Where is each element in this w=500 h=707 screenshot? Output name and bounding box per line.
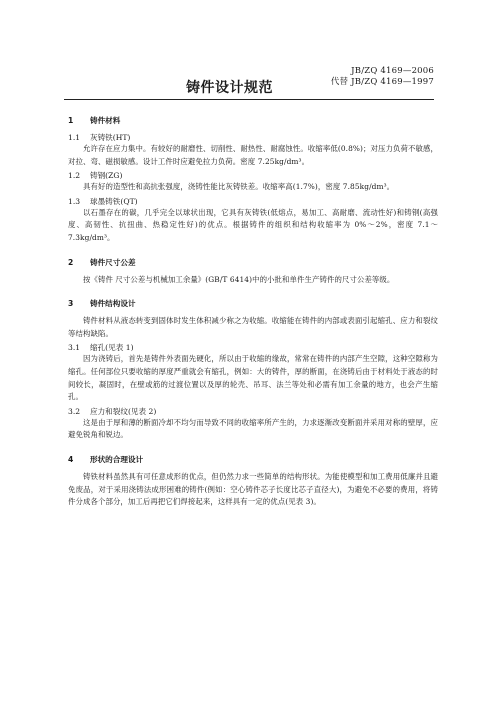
paragraph: 铸铁材料虽然具有可任意成形的优点，但仍然力求一些简单的结构形状。为能使模型和加工费用低廉并且避免废品，对于采用浇铸法成形困难的铸件(例如：空心铸件芯子长度比芯子直径大)，为避免不必要的费用，将铸件分成各个部分，加工后再把它们焊接起来，这样具有一定的优点(见表 3)。 xyxy=(68,471,438,507)
subsection-title: 灰铸铁(HT) xyxy=(90,133,131,142)
standard-number-block xyxy=(331,66,434,88)
subsection-heading xyxy=(68,406,438,417)
paragraph: 因为浇铸后，首先是铸件外表面先硬化，所以由于收缩的缘故，常常在铸件的内部产生空隙，这种空隙称为缩孔。任何部位只要收缩的厚度严重就会有缩孔，例如：大的铸件，厚的断面，在浇铸后由于材料处于液态的时间较长，凝固时，在壁或筋的过渡位置以及厚的轮壳、吊耳、法兰等处和必需有加工余量的地方，也会产生缩孔。 xyxy=(68,354,438,402)
paragraph: 按《铸件 尺寸公差与机械加工余量》(GB/T 6414)中的小批和单件生产铸件的尺寸公差等级。 xyxy=(83,274,395,284)
section-number: 3 xyxy=(68,299,74,309)
subsection-heading xyxy=(68,170,438,181)
paragraph: 铸件材料从液态转变到固体时发生体积减少称之为收缩。收缩能在铸件的内部或表面引起缩孔、应力和裂纹等结构缺陷。 xyxy=(68,316,438,338)
section-heading xyxy=(68,298,438,309)
section-title: 铸件尺寸公差 xyxy=(90,257,136,267)
standard-number: JB/ZQ 4169—2006 xyxy=(351,66,434,76)
section-heading xyxy=(68,257,438,268)
replaces-standard: 代替 JB/ZQ 4169—1997 xyxy=(330,77,434,87)
subsection-number: 3.2 xyxy=(68,406,81,416)
section-number: 1 xyxy=(68,116,74,125)
paragraph: 具有好的造型性和高抗张强度，浇铸性能比灰铸铁差。收缩率高(1.7%)，密度 7.85kg/dm³。 xyxy=(83,182,395,192)
subsection-title: 球墨铸铁(QT) xyxy=(90,196,138,206)
paragraph: 这是由于厚和薄的断面冷却不均匀而导致不同的收缩率所产生的，力求逐渐改变断面并采用对称的壁厚，应避免锐角和锐边。 xyxy=(68,417,438,440)
section-number: 2 xyxy=(68,257,74,267)
subsection-number: 1.3 xyxy=(68,196,81,206)
paragraph: 允许存在应力集中。有较好的耐磨性、切削性、耐热性、耐腐蚀性。收缩率低(0.8%)；对压力负荷不敏感，对拉、弯、磁损敏感。设计工件时应避免拉力负荷。密度 7.25kg/dm³。 xyxy=(68,144,438,166)
section-title: 铸件材料 xyxy=(90,116,121,125)
document-title: 铸件设计规范 xyxy=(186,80,273,96)
subsection-number: 3.1 xyxy=(68,343,81,353)
document-body xyxy=(68,115,438,509)
section-title: 铸件结构设计 xyxy=(90,299,136,309)
section-heading xyxy=(68,454,438,465)
subsection-heading xyxy=(68,132,438,143)
subsection-title: 铸钢(ZG) xyxy=(90,171,123,181)
section-title: 形状的合理设计 xyxy=(90,454,144,464)
subsection-heading xyxy=(68,342,438,353)
subsection-title: 应力和裂纹(见表 2) xyxy=(90,406,157,416)
section-number: 4 xyxy=(68,454,74,464)
subsection-number: 1.2 xyxy=(68,171,81,181)
paragraph: 以石墨存在的碳，几乎完全以球状出现，它具有灰铸铁(低熔点，易加工、高耐磨、流动性好)和铸钢(高强度、高韧性、抗扭曲、热稳定性好)的优点。根据铸件的组织和结构收缩率为 0%～2%，密度 7.1～7.3kg/dm³。 xyxy=(68,207,438,242)
header-divider xyxy=(64,99,434,100)
subsection-number: 1.1 xyxy=(68,133,81,142)
subsection-title: 缩孔(见表 1) xyxy=(90,343,134,353)
section-heading xyxy=(68,115,438,126)
subsection-heading xyxy=(68,196,438,207)
